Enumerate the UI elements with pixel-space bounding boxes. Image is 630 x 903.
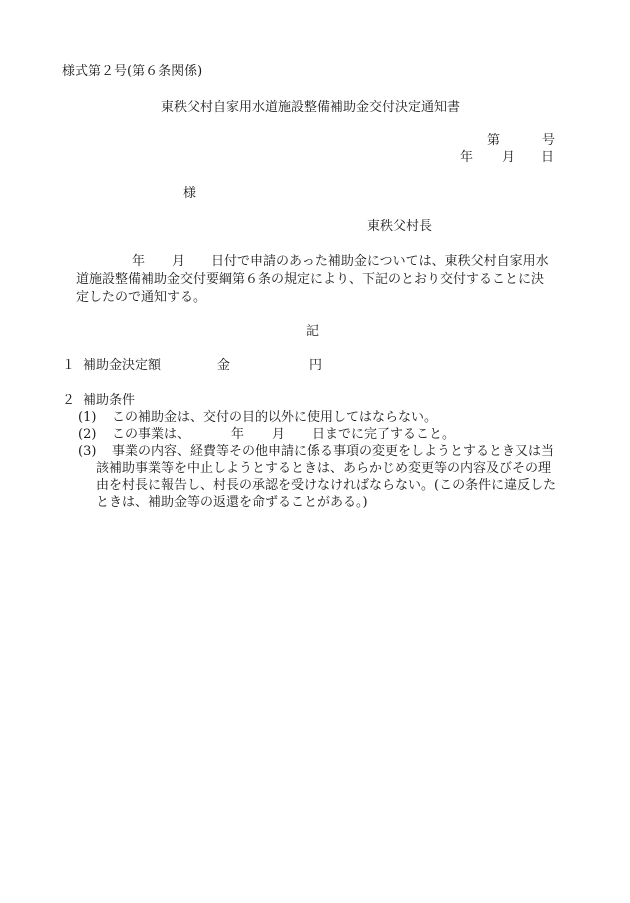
number-prefix: 第: [487, 133, 501, 148]
item-1-kin: 金: [217, 358, 231, 373]
body-line-2: 道施設整備補助金交付要綱第６条の規定により、下記のとおり交付することに決: [76, 272, 545, 287]
item-2-label: 補助条件: [83, 393, 136, 408]
item-1-number: １: [62, 358, 76, 373]
item-1-label: 補助金決定額: [83, 358, 162, 373]
condition-3-line-3: 由を村長に報告し、村長の承認を受けなければならない。(この条件に違反した: [96, 478, 557, 493]
ki-heading: 記: [306, 324, 320, 339]
body-line-3: 定したので通知する。: [76, 290, 207, 305]
date-day: 日: [541, 150, 555, 165]
form-label: 様式第２号(第６条関係): [62, 64, 203, 79]
condition-3-number: (3): [78, 444, 97, 459]
item-1-yen: 円: [309, 358, 323, 373]
condition-2-suffix: 日までに完了すること。: [312, 427, 456, 442]
date-month: 月: [502, 150, 516, 165]
date-year: 年: [460, 150, 474, 165]
condition-2-number: (2): [78, 427, 97, 442]
body-line-1: 日付で申請のあった補助金については、東秩父村自家用水: [211, 254, 549, 269]
body-month: 月: [172, 254, 186, 269]
condition-3-line-4: ときは、補助金等の返還を命ずることがある。): [96, 495, 368, 510]
addressee-suffix: 様: [183, 186, 197, 201]
document-title: 東秩父村自家用水道施設整備補助金交付決定通知書: [161, 100, 461, 115]
condition-3-line-1: 事業の内容、経費等その他申請に係る事項の変更をしようとするとき又は当: [112, 444, 555, 459]
condition-3-line-2: 該補助事業等を中止しようとするときは、あらかじめ変更等の内容及びその理: [96, 461, 552, 476]
condition-1-text: この補助金は、交付の目的以外に使用してはならない。: [112, 410, 438, 425]
condition-1-number: (1): [78, 410, 97, 425]
condition-2-month: 月: [272, 427, 286, 442]
condition-2-prefix: この事業は、: [112, 427, 191, 442]
item-2-number: ２: [62, 393, 76, 408]
number-suffix: 号: [542, 133, 556, 148]
issuer: 東秩父村長: [367, 219, 433, 234]
condition-2-year: 年: [231, 427, 245, 442]
body-year: 年: [132, 254, 146, 269]
